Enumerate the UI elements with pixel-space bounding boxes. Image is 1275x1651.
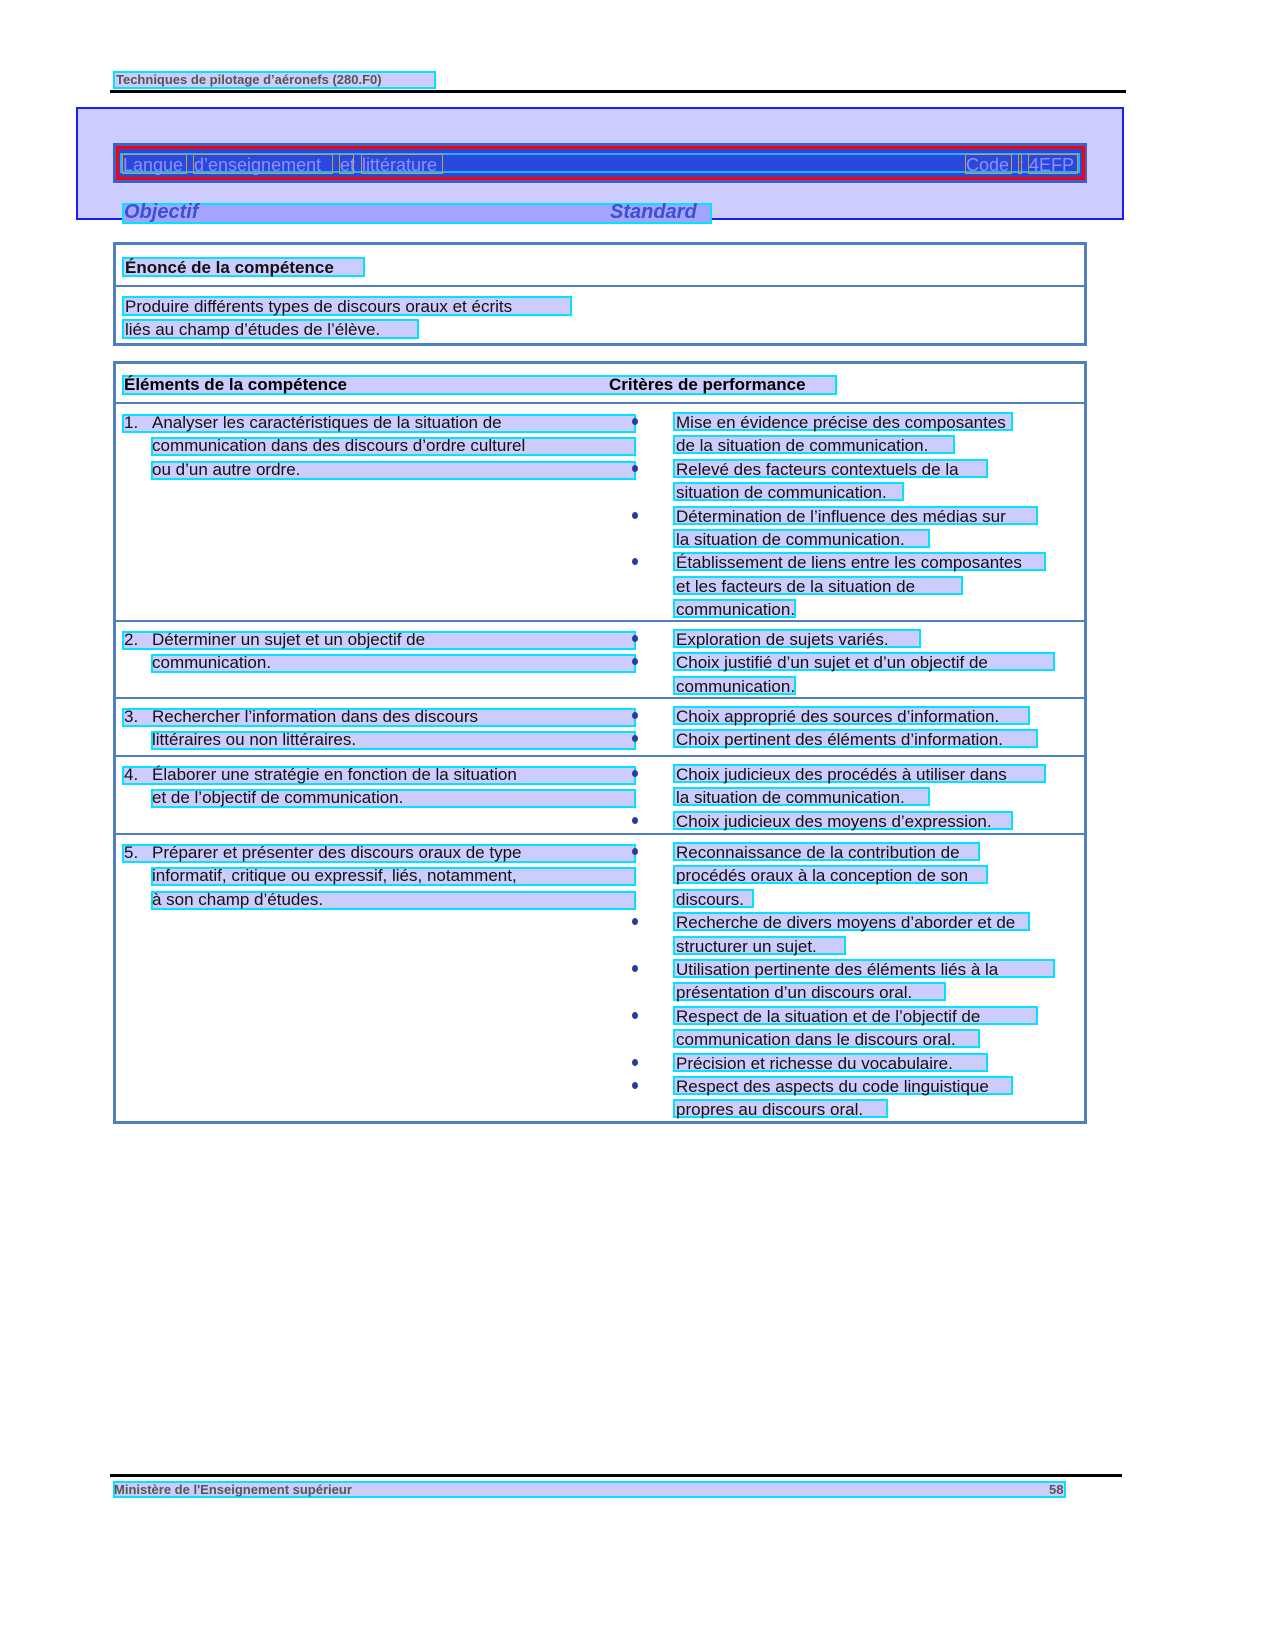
bullet-icon — [632, 817, 638, 824]
footer-rule — [110, 1474, 1122, 1477]
criterion-line: présentation d’un discours oral. — [673, 982, 946, 1001]
title-word: d’enseignement — [193, 154, 333, 174]
element-text: informatif, critique ou expressif, liés, notamment, — [152, 866, 517, 886]
criterion-line: Respect des aspects du code linguistique — [673, 1076, 1013, 1095]
code-word: : — [1019, 155, 1025, 175]
criterion-line: propres au discours oral. — [673, 1099, 888, 1118]
criterion-line: Utilisation pertinente des éléments liés à la — [673, 959, 1055, 978]
element-number: 4. — [124, 765, 139, 784]
bullet-icon — [632, 635, 638, 642]
header-rule — [110, 90, 1126, 93]
criterion-line: la situation de communication. — [673, 529, 930, 548]
element-text: ou d’un autre ordre. — [152, 459, 301, 479]
criterion-line: Reconnaissance de la contribution de — [673, 842, 980, 861]
criterion-line: Choix judicieux des procédés à utiliser dans — [673, 764, 1046, 783]
criterion-line: communication. — [673, 599, 796, 618]
criterion-line: Choix pertinent des éléments d’information. — [673, 729, 1038, 748]
element-text: Rechercher l’information dans des discours — [152, 707, 478, 726]
criterion-line: Établissement de liens entre les composantes — [673, 552, 1046, 571]
criterion-line: situation de communication. — [673, 482, 904, 501]
element-number: 3. — [124, 707, 139, 726]
row-divider — [115, 755, 1085, 757]
bullet-icon — [632, 712, 638, 719]
criterion-line: Relevé des facteurs contextuels de la — [673, 459, 988, 478]
element-text: Déterminer un sujet et un objectif de — [152, 630, 426, 649]
standard-label: Standard — [610, 201, 697, 223]
bullet-icon — [632, 965, 638, 972]
running-header: Techniques de pilotage d’aéronefs (280.F0) — [113, 71, 436, 89]
enonce-heading: Énoncé de la compétence — [122, 257, 365, 277]
criterion-line: Exploration de sujets variés. — [673, 629, 921, 648]
criterion-line: Précision et richesse du vocabulaire. — [673, 1053, 988, 1072]
bullet-icon — [632, 512, 638, 519]
bullet-icon — [632, 418, 638, 425]
criterion-line: structurer un sujet. — [673, 936, 846, 955]
objectif-label: Objectif — [124, 201, 199, 223]
title-word: Langue — [122, 154, 187, 174]
bullet-icon — [632, 1012, 638, 1019]
bullet-icon — [632, 848, 638, 855]
row-divider — [115, 620, 1085, 622]
element-number: 2. — [124, 630, 139, 649]
criterion-line: Mise en évidence précise des composantes — [673, 412, 1013, 431]
enonce-divider — [115, 285, 1085, 287]
element-number: 5. — [124, 843, 139, 862]
criterion-line: Recherche de divers moyens d’aborder et de — [673, 912, 1030, 931]
element-text: Préparer et présenter des discours oraux de type — [152, 843, 522, 862]
criterion-line: communication. — [673, 676, 796, 695]
criterion-line: Choix judicieux des moyens d’expression. — [673, 811, 1013, 830]
page-number: 58 — [1049, 1482, 1064, 1497]
criterion-line: communication dans le discours oral. — [673, 1029, 980, 1048]
row-divider — [115, 833, 1085, 835]
bullet-icon — [632, 465, 638, 472]
col-header-elements: Éléments de la compétence — [124, 375, 347, 394]
criterion-line: Respect de la situation et de l’objectif de — [673, 1006, 1038, 1025]
row-divider — [115, 697, 1085, 699]
enonce-line: liés au champ d’études de l’élève. — [122, 319, 419, 339]
criterion-line: discours. — [673, 889, 754, 908]
enonce-line: Produire différents types de discours oraux et écrits — [122, 296, 572, 316]
criterion-line: procédés oraux à la conception de son — [673, 865, 988, 884]
criterion-line: Détermination de l’influence des médias sur — [673, 506, 1038, 525]
bullet-icon — [632, 1082, 638, 1089]
criterion-line: de la situation de communication. — [673, 435, 955, 454]
element-number: 1. — [124, 413, 139, 432]
criterion-line: Choix justifié d’un sujet et d’un objectif de — [673, 652, 1055, 671]
code-word: Code — [965, 154, 1012, 174]
footer-ministry: Ministère de l'Enseignement supérieur — [114, 1482, 352, 1497]
title-word: et — [340, 155, 356, 175]
criterion-line: Choix approprié des sources d’information. — [673, 706, 1030, 725]
element-text: Élaborer une stratégie en fonction de la situation — [152, 765, 517, 784]
element-text: communication. — [152, 653, 272, 673]
bullet-icon — [632, 1059, 638, 1066]
element-text: à son champ d’études. — [152, 889, 324, 909]
element-text: Analyser les caractéristiques de la situation de — [152, 413, 502, 432]
element-text: littéraires ou non littéraires. — [152, 730, 357, 750]
table-header-divider — [115, 402, 1085, 404]
code-word: 4EFP — [1028, 154, 1078, 174]
element-text: et de l’objectif de communication. — [152, 788, 404, 808]
col-header-criteria: Critères de performance — [609, 375, 806, 394]
criterion-line: la situation de communication. — [673, 787, 930, 806]
criterion-line: et les facteurs de la situation de — [673, 576, 963, 595]
element-text: communication dans des discours d’ordre culturel — [152, 436, 526, 456]
title-word: littérature — [361, 154, 443, 174]
bullet-icon — [632, 770, 638, 777]
